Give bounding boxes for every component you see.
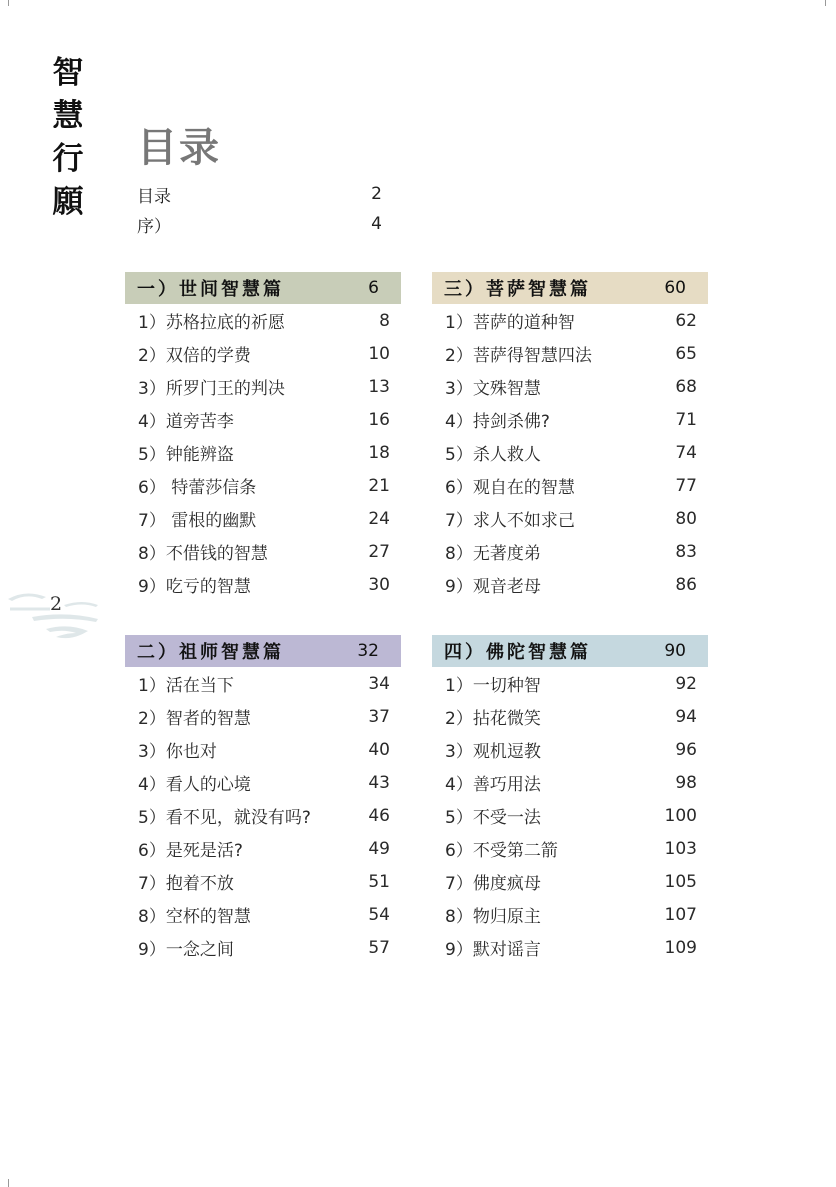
toc-entry[interactable] bbox=[125, 403, 401, 436]
toc-entry[interactable] bbox=[432, 766, 708, 799]
toc-entry-page: 62 bbox=[675, 310, 697, 331]
toc-entry-label: 4）持剑杀佛? bbox=[445, 412, 550, 432]
toc-entry-page: 8 bbox=[379, 310, 390, 331]
toc-entry[interactable] bbox=[432, 403, 708, 436]
toc-entry-label: 9）吃亏的智慧 bbox=[138, 577, 251, 597]
toc-entry-label: 8）不借钱的智慧 bbox=[138, 544, 268, 564]
toc-entry[interactable] bbox=[432, 535, 708, 568]
crop-mark-top-left bbox=[8, 0, 17, 6]
toc-entry-page: 92 bbox=[675, 673, 697, 694]
toc-entry-label: 4）道旁苦李 bbox=[138, 412, 234, 432]
crop-mark-top-right bbox=[825, 0, 834, 6]
toc-entry[interactable] bbox=[125, 832, 401, 865]
toc-entry[interactable] bbox=[125, 766, 401, 799]
toc-entry[interactable] bbox=[432, 370, 708, 403]
toc-entry[interactable] bbox=[125, 865, 401, 898]
toc-entry-page: 57 bbox=[368, 937, 390, 958]
toc-entry[interactable] bbox=[125, 931, 401, 964]
toc-entry-label: 8）无著度弟 bbox=[445, 544, 541, 564]
toc-entry[interactable] bbox=[432, 502, 708, 535]
toc-entry-label: 9）一念之间 bbox=[138, 940, 234, 960]
section-header[interactable] bbox=[432, 272, 708, 304]
toc-section-patriarch bbox=[125, 635, 401, 964]
toc-entry[interactable] bbox=[432, 436, 708, 469]
toc-entry[interactable] bbox=[432, 865, 708, 898]
toc-entry-page: 21 bbox=[368, 475, 390, 496]
toc-entry[interactable] bbox=[432, 700, 708, 733]
toc-entry-page: 46 bbox=[368, 805, 390, 826]
toc-entry-page: 40 bbox=[368, 739, 390, 760]
toc-entry[interactable] bbox=[125, 799, 401, 832]
toc-entry-label: 5）不受一法 bbox=[445, 808, 541, 828]
toc-entry[interactable] bbox=[125, 667, 401, 700]
toc-entry-page: 105 bbox=[664, 871, 697, 892]
toc-entry-page: 98 bbox=[675, 772, 697, 793]
toc-intro-row[interactable] bbox=[137, 180, 382, 208]
toc-entry-label: 2）双倍的学费 bbox=[138, 346, 251, 366]
toc-intro-page: 2 bbox=[371, 184, 382, 204]
toc-entry-page: 96 bbox=[675, 739, 697, 760]
toc-entry-label: 4）善巧用法 bbox=[445, 775, 541, 795]
toc-entry[interactable] bbox=[125, 502, 401, 535]
toc-entry-page: 103 bbox=[664, 838, 697, 859]
book-title-vertical bbox=[48, 52, 88, 224]
toc-section-worldly bbox=[125, 272, 401, 601]
toc-entry-page: 49 bbox=[368, 838, 390, 859]
toc-entry-page: 100 bbox=[664, 805, 697, 826]
section-title: 二）祖师智慧篇 bbox=[137, 642, 284, 663]
toc-entry[interactable] bbox=[125, 304, 401, 337]
toc-intro-row[interactable] bbox=[137, 210, 382, 238]
toc-intro-label: 序） bbox=[137, 216, 171, 237]
toc-entry[interactable] bbox=[125, 733, 401, 766]
toc-entry-page: 13 bbox=[368, 376, 390, 397]
toc-entry-page: 86 bbox=[675, 574, 697, 595]
toc-entry[interactable] bbox=[125, 469, 401, 502]
section-header[interactable] bbox=[125, 272, 401, 304]
toc-entry-page: 54 bbox=[368, 904, 390, 925]
toc-entry[interactable] bbox=[125, 568, 401, 601]
toc-intro-label: 目录 bbox=[137, 186, 171, 207]
toc-entry-label: 1）菩萨的道种智 bbox=[445, 313, 575, 333]
toc-entry-label: 8）空杯的智慧 bbox=[138, 907, 251, 927]
crop-mark-bottom-left bbox=[8, 1179, 17, 1187]
section-title: 一）世间智慧篇 bbox=[137, 279, 284, 300]
toc-entry-label: 2）拈花微笑 bbox=[445, 709, 541, 729]
section-header[interactable] bbox=[125, 635, 401, 667]
toc-entry[interactable] bbox=[432, 568, 708, 601]
toc-entry-label: 1）苏格拉底的祈愿 bbox=[138, 313, 285, 333]
toc-entry-page: 74 bbox=[675, 442, 697, 463]
toc-entry-page: 80 bbox=[675, 508, 697, 529]
toc-entry-page: 10 bbox=[368, 343, 390, 364]
toc-entry-label: 6）不受第二箭 bbox=[445, 841, 558, 861]
section-page: 32 bbox=[357, 641, 379, 661]
toc-entry-page: 94 bbox=[675, 706, 697, 727]
section-page: 6 bbox=[368, 278, 379, 298]
toc-entry[interactable] bbox=[432, 733, 708, 766]
toc-section-buddha bbox=[432, 635, 708, 964]
section-title: 四）佛陀智慧篇 bbox=[444, 642, 591, 663]
toc-title: 目录 bbox=[137, 125, 221, 171]
section-title: 三）菩萨智慧篇 bbox=[444, 279, 591, 300]
toc-entry-label: 3）所罗门王的判决 bbox=[138, 379, 285, 399]
toc-entry-label: 6）是死是活? bbox=[138, 841, 243, 861]
toc-entry-label: 5）钟能辨盗 bbox=[138, 445, 234, 465]
toc-entry[interactable] bbox=[125, 700, 401, 733]
toc-entry[interactable] bbox=[432, 898, 708, 931]
toc-entry-page: 34 bbox=[368, 673, 390, 694]
book-title-char: 願 bbox=[52, 184, 84, 220]
toc-entry[interactable] bbox=[432, 832, 708, 865]
toc-entry-label: 3）观机逗教 bbox=[445, 742, 541, 762]
toc-entry-label: 2）智者的智慧 bbox=[138, 709, 251, 729]
toc-entry[interactable] bbox=[125, 436, 401, 469]
toc-entry[interactable] bbox=[125, 337, 401, 370]
toc-entry[interactable] bbox=[432, 667, 708, 700]
page-number: 2 bbox=[50, 593, 63, 615]
toc-entry-label: 9）观音老母 bbox=[445, 577, 541, 597]
section-page: 60 bbox=[664, 278, 686, 298]
toc-entry-page: 16 bbox=[368, 409, 390, 430]
toc-intro-page: 4 bbox=[371, 214, 382, 234]
toc-entry-label: 7） 雷根的幽默 bbox=[138, 511, 257, 531]
section-header[interactable] bbox=[432, 635, 708, 667]
toc-entry-page: 43 bbox=[368, 772, 390, 793]
toc-entry-label: 9）默对谣言 bbox=[445, 940, 541, 960]
toc-entry-label: 7）求人不如求己 bbox=[445, 511, 575, 531]
toc-entry-page: 27 bbox=[368, 541, 390, 562]
toc-entry-label: 1）活在当下 bbox=[138, 676, 234, 696]
toc-entry-label: 7）抱着不放 bbox=[138, 874, 234, 894]
toc-entry[interactable] bbox=[432, 469, 708, 502]
toc-entry-label: 4）看人的心境 bbox=[138, 775, 251, 795]
toc-entry-page: 18 bbox=[368, 442, 390, 463]
toc-entry-page: 107 bbox=[664, 904, 697, 925]
toc-entry-page: 37 bbox=[368, 706, 390, 727]
toc-entry-label: 6）观自在的智慧 bbox=[445, 478, 575, 498]
toc-entry-page: 30 bbox=[368, 574, 390, 595]
toc-section-bodhisattva bbox=[432, 272, 708, 601]
toc-entry-label: 2）菩萨得智慧四法 bbox=[445, 346, 592, 366]
toc-entry[interactable] bbox=[432, 304, 708, 337]
toc-entry-page: 24 bbox=[368, 508, 390, 529]
section-page: 90 bbox=[664, 641, 686, 661]
toc-entry-page: 68 bbox=[675, 376, 697, 397]
toc-entry-page: 65 bbox=[675, 343, 697, 364]
book-title-char: 智 bbox=[52, 55, 84, 91]
book-title-char: 行 bbox=[52, 141, 84, 177]
toc-entry-label: 6） 特蕾莎信条 bbox=[138, 478, 257, 498]
toc-entry[interactable] bbox=[125, 370, 401, 403]
toc-entry-label: 3）你也对 bbox=[138, 742, 217, 762]
toc-entry[interactable] bbox=[125, 898, 401, 931]
toc-entry-page: 83 bbox=[675, 541, 697, 562]
toc-entry-page: 109 bbox=[664, 937, 697, 958]
toc-entry[interactable] bbox=[432, 931, 708, 964]
toc-entry-page: 77 bbox=[675, 475, 697, 496]
toc-entry[interactable] bbox=[125, 535, 401, 568]
toc-entry-label: 5）杀人救人 bbox=[445, 445, 541, 465]
toc-entry-label: 5）看不见，就没有吗? bbox=[138, 808, 311, 828]
toc-entry[interactable] bbox=[432, 799, 708, 832]
toc-entry-label: 7）佛度疯母 bbox=[445, 874, 541, 894]
toc-entry-label: 1）一切种智 bbox=[445, 676, 541, 696]
book-title-char: 慧 bbox=[52, 98, 84, 134]
toc-entry-page: 71 bbox=[675, 409, 697, 430]
toc-entry-label: 3）文殊智慧 bbox=[445, 379, 541, 399]
toc-entry-label: 8）物归原主 bbox=[445, 907, 541, 927]
toc-entry[interactable] bbox=[432, 337, 708, 370]
toc-entry-page: 51 bbox=[368, 871, 390, 892]
